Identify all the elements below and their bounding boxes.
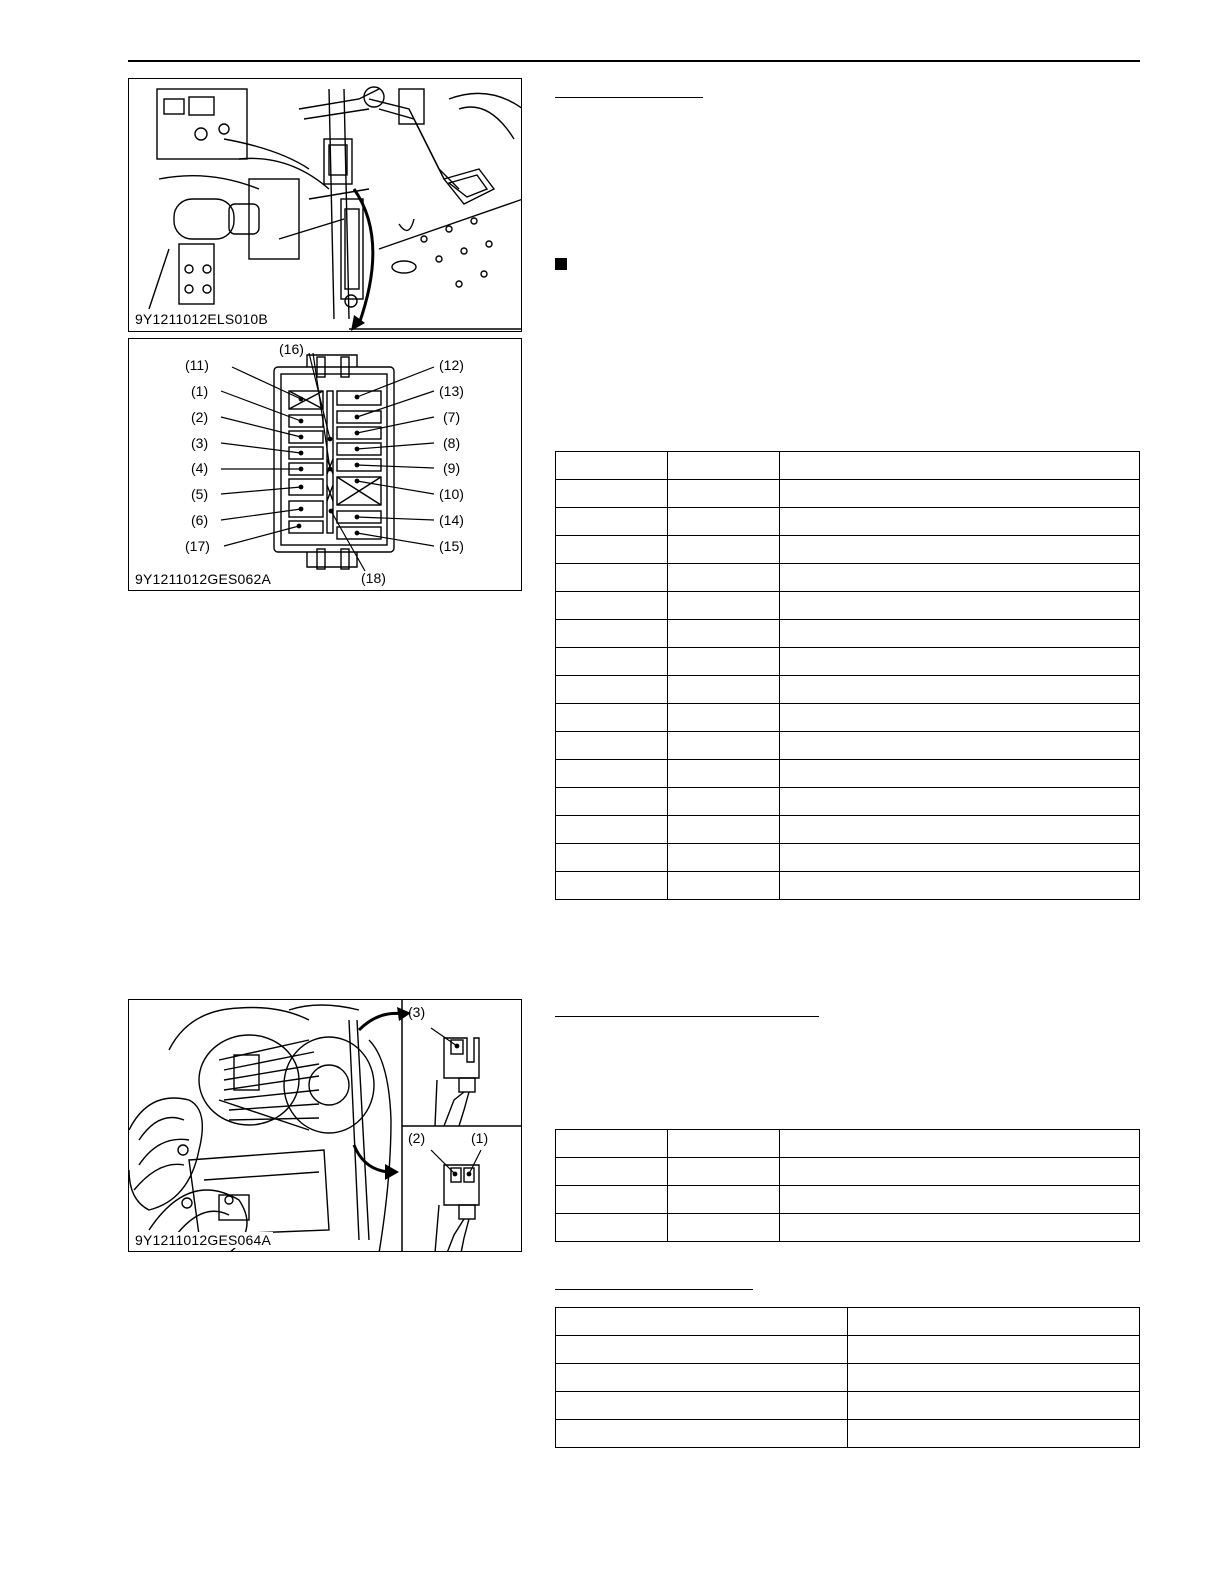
table-cell [556,564,668,592]
section-heading-underline-2 [555,1016,819,1017]
table-row [556,676,1140,704]
table-cell [556,480,668,508]
figure-engine-bay [128,78,522,332]
table-cell [780,620,1140,648]
table-cell [780,1158,1140,1186]
table-cell [556,1308,848,1336]
connector-callout-1: (1) [471,1130,489,1146]
table-cell [780,788,1140,816]
table-cell [668,452,780,480]
table-cell [556,760,668,788]
connector-illustration [129,1000,522,1252]
callout-15: (15) [439,538,464,554]
table-cell [668,760,780,788]
table-cell [780,536,1140,564]
table-cell [848,1420,1140,1448]
table-cell [780,480,1140,508]
callout-7: (7) [443,409,461,425]
table-cell [668,732,780,760]
callout-17: (17) [185,538,210,554]
table-cell [848,1392,1140,1420]
table-row [556,1420,1140,1448]
callout-13: (13) [439,383,464,399]
table-cell [668,816,780,844]
table-row [556,1392,1140,1420]
table-row [556,536,1140,564]
table-cell [556,1186,668,1214]
table-cell [556,732,668,760]
connector-table [555,1129,1140,1242]
table-row [556,592,1140,620]
connector-callout-3: (3) [408,1004,426,1020]
table-cell [780,508,1140,536]
table-cell [556,536,668,564]
table-cell [780,564,1140,592]
connector-callout-2: (2) [408,1130,426,1146]
callout-1: (1) [191,383,209,399]
table-row [556,620,1140,648]
table-row [556,732,1140,760]
bullet-square-icon [555,258,567,270]
callout-5: (5) [191,486,209,502]
table-cell [848,1336,1140,1364]
table-cell [668,564,780,592]
callout-4: (4) [191,460,209,476]
table-cell [780,648,1140,676]
figure-connector [128,999,522,1252]
table-cell [668,704,780,732]
table-cell [780,704,1140,732]
table-row [556,452,1140,480]
callout-11: (11) [185,357,209,373]
table-cell [556,1420,848,1448]
fuse-table [555,451,1140,900]
section-heading-underline-3 [555,1289,753,1290]
table-cell [556,508,668,536]
callout-8: (8) [443,435,461,451]
figure-caption-3: 9Y1211012GES064A [135,1232,272,1248]
table-cell [848,1308,1140,1336]
table-cell [668,536,780,564]
table-cell [556,1130,668,1158]
table-cell [556,816,668,844]
table-cell [848,1364,1140,1392]
table-cell [780,760,1140,788]
callout-9: (9) [443,460,461,476]
table-cell [668,1186,780,1214]
table-cell [556,620,668,648]
table-cell [556,1214,668,1242]
table-cell [556,788,668,816]
table-cell [556,676,668,704]
table-cell [668,480,780,508]
table-cell [556,648,668,676]
table-cell [780,1214,1140,1242]
callout-12: (12) [439,357,464,373]
table-cell [780,676,1140,704]
table-cell [780,1130,1140,1158]
table-cell [668,1158,780,1186]
table-row [556,1364,1140,1392]
callout-16: (16) [279,341,304,357]
table-cell [668,1214,780,1242]
callout-10: (10) [439,486,464,502]
table-cell [668,676,780,704]
table-cell [556,1336,848,1364]
table-row [556,1336,1140,1364]
figure-caption-1: 9Y1211012ELS010B [135,311,268,327]
table-cell [668,592,780,620]
table-cell [556,592,668,620]
table-row [556,1186,1140,1214]
table-cell [668,1130,780,1158]
table-cell [556,1158,668,1186]
table-cell [556,452,668,480]
table-row [556,760,1140,788]
table-row [556,1308,1140,1336]
table-cell [668,508,780,536]
section-heading-underline-1 [555,97,703,98]
specification-table [555,1307,1140,1448]
figure-fuse-box [128,338,522,591]
callout-3: (3) [191,435,209,451]
table-row [556,480,1140,508]
table-cell [668,648,780,676]
table-cell [668,788,780,816]
table-cell [556,872,668,900]
table-cell [668,620,780,648]
figure-caption-2: 9Y1211012GES062A [135,571,272,587]
table-cell [556,1392,848,1420]
table-row [556,872,1140,900]
callout-18: (18) [361,570,386,586]
table-row [556,704,1140,732]
table-row [556,844,1140,872]
table-cell [780,844,1140,872]
page-header-rule [128,60,1140,62]
table-row [556,648,1140,676]
table-row [556,1130,1140,1158]
table-cell [556,1364,848,1392]
table-row [556,508,1140,536]
callout-6: (6) [191,512,209,528]
table-cell [780,452,1140,480]
table-cell [668,872,780,900]
table-row [556,564,1140,592]
table-cell [668,844,780,872]
table-cell [780,872,1140,900]
callout-14: (14) [439,512,464,528]
table-cell [556,844,668,872]
table-row [556,1214,1140,1242]
table-row [556,1158,1140,1186]
engine-bay-illustration [129,79,522,332]
table-row [556,788,1140,816]
table-cell [780,732,1140,760]
table-cell [556,704,668,732]
table-cell [780,1186,1140,1214]
table-cell [780,592,1140,620]
callout-2: (2) [191,409,209,425]
table-cell [780,816,1140,844]
table-row [556,816,1140,844]
